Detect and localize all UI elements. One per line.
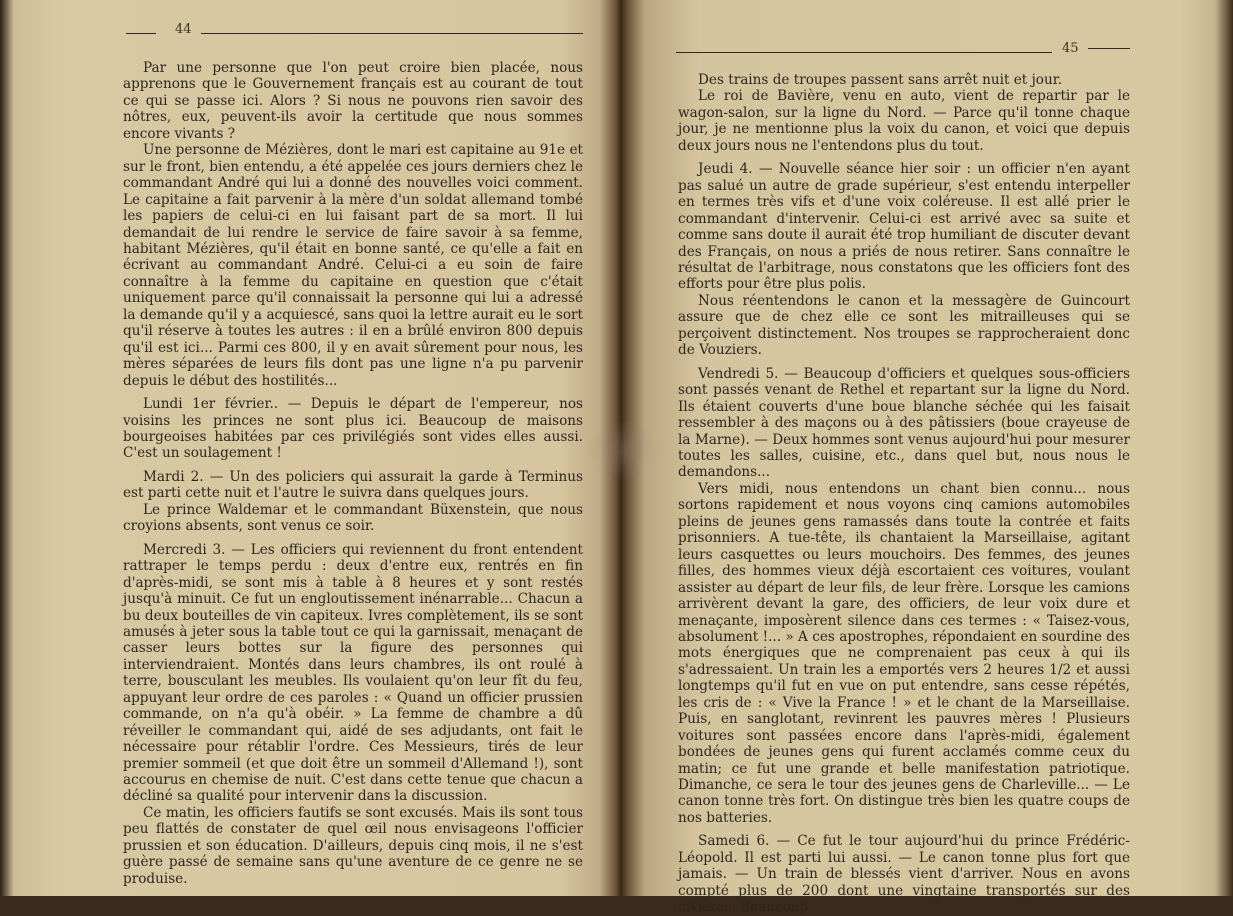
- paragraph: Ce matin, les officiers fautifs se sont excusés. Mais ils sont tous peu flattés de constater de quel œil nous envisageons l'officier prussien et son éducation. D'ailleurs, depuis cinq mois, il ne s'est guère passé de semaine sans qu'une aventure de ce genre ne se produise.: [123, 804, 583, 887]
- paragraph: Mercredi 3. — Les officiers qui reviennent du front entendent rattraper le temps perdu : deux d'entre eux, rentrés en fin d'après-midi, se sont mis à table à 8 heures et y sont restés jusqu'à minuit. Ce fut un engloutissement inénarrable... Chacun a bu deux bouteilles de vin capiteux. Ivres complètement, ils se sont amusés à jeter sous la table tout ce qui la garnissait, menaçant de casser leurs bottes sur la figure des personnes qui interviendraient. Montés dans leurs chambres, ils ont roulé à terre, bousculant les meubles. Ils voulaient qu'on leur fît du feu, appuyant leur ordre de ces paroles : « Quand un officier prussien commande, on n'a qu'à obéir. » La femme de chambre a dû réveiller le commandant qui, aidé de ses adjudants, ont fait le nécessaire pour rétablir l'ordre. Ces Messieurs, tirés de leur premier sommeil (et que doit être un sommeil d'Allemand !), sont accourus en chemise de nuit. C'est dans cette tenue que chacun a décliné sa qualité pour intervenir dans la discussion.: [123, 541, 583, 805]
- paragraph: Mardi 2. — Un des policiers qui assurait la garde à Terminus est parti cette nuit et l'autre le suivra dans quelques jours.: [123, 468, 583, 502]
- paragraph: Jeudi 4. — Nouvelle séance hier soir : un officier n'en ayant pas salué un autre de grade supérieur, s'est entendu interpeller en termes très vifs et d'une voix coléreuse. Il est allé prier le commandant d'intervenir. Celui-ci est arrivé avec sa suite et comme sans doute il aurait été trop humiliant de discuter devant des Français, on nous a priés de nous retirer. Sans connaître le résultat de l'arbitrage, nous constatons que les officiers font des efforts pour être plus polis.: [678, 161, 1130, 293]
- header-rule-long: [201, 33, 583, 34]
- page-number-right: 45: [1062, 41, 1079, 56]
- paragraph: Vers midi, nous entendons un chant bien connu... nous sortons rapidement et nous voyons cinq camions automobiles pleins de jeunes gens ramassés dans toute la contrée et faits prisonniers. A tue-tête, ils chantaient la Marseillaise, agitant leurs casquettes ou leurs mouchoirs. Des femmes, des jeunes filles, des hommes vieux déjà escortaient ces voitures, voulant assister au départ de leur fils, de leur frère. Lorsque les camions arrivèrent devant la gare, des officiers, de leur voix dure et menaçante, imposèrent silence dans ces termes : « Taisez-vous, absolument !... » A ces apostrophes, répondaient en sourdine des mots énergiques que ne comprenaient pas ceux à qui ils s'adressaient. Un train les a emportés vers 2 heures 1/2 et aussi longtemps qu'il fut en vue on put entendre, sans cesse répétés, les cris de : « Vive la France ! » et le chant de la Marseillaise. Puis, en sanglotant, revinrent les pauvres mères ! Plusieurs voitures sont passées encore dans l'après-midi, également bondées de jeunes gens qui furent acclamés comme ceux du matin; ce fut une grande et belle manifestation patriotique. Dimanche, ce sera le tour des jeunes gens de Charleville... — Le canon tonne très fort. On distingue très bien les quatre coups de nos batteries.: [678, 480, 1130, 826]
- header-rule-long: [676, 52, 1052, 53]
- paragraph: Le roi de Bavière, venu en auto, vient de repartir par le wagon-salon, sur la ligne du Nord. — Parce qu'il tonne chaque jour, je ne mentionne plus la voix du canon, et voici que depuis deux jours nous ne l'entendons plus du tout.: [678, 88, 1130, 154]
- page-number-left: 44: [175, 22, 192, 37]
- right-page-text: [678, 72, 1130, 916]
- paragraph: Le prince Waldemar et le commandant Büxenstein, que nous croyions absents, sont venus ce soir.: [123, 501, 583, 535]
- left-page-text: [123, 60, 583, 887]
- paragraph: Lundi 1er février.. — Depuis le départ de l'empereur, nos voisins les princes ne sont plus ici. Beaucoup de maisons bourgeoises habitées par ces privilégiés sont vides elles aussi. C'est un soulagement !: [123, 396, 583, 462]
- paragraph: Par une personne que l'on peut croire bien placée, nous apprenons que le Gouvernement français est au courant de tout ce qui se passe ici. Alors ? Si nous ne pouvons rien savoir des nôtres, eux, peuvent-ils avoir la certitude que nous sommes encore vivants ?: [123, 60, 583, 142]
- paragraph: Une personne de Mézières, dont le mari est capitaine au 91e et sur le front, bien entendu, a été appelée ces jours derniers chez le commandant André qui lui a donné des nouvelles voici comment. Le capitaine a fait parvenir à la mère d'un soldat allemand tombé les papiers de celui-ci en lui faisant part de sa mort. Il lui demandait de lui rendre le service de faire savoir à sa femme, habitant Mézières, qu'il était en bonne santé, ce qu'elle a fait en écrivant au commandant André. Celui-ci a eu soin de faire connaître à la femme du capitaine en question que c'était uniquement parce qu'il connaissait la personne qui lui a adressé la demande qu'il y a acquiescé, sans quoi la lettre aurait eu le sort qu'il réserve à toutes les autres : il en a brûlé environ 800 depuis qu'il est ici... Parmi ces 800, il y en avait sûrement pour nous, les mères séparées de leurs fils dont pas une ligne n'a pu parvenir depuis le début des hostilités...: [123, 142, 583, 389]
- right-page: [628, 0, 1228, 916]
- paragraph: Nous réentendons le canon et la messagère de Guincourt assure que de chez elle ce sont les mitrailleuses qui se perçoivent distinctement. Nos troupes se rapprocheraient donc de Vouziers.: [678, 292, 1130, 359]
- paragraph: Vendredi 5. — Beaucoup d'officiers et quelques sous-officiers sont passés venant de Rethel et repartant sur la ligne du Nord. Ils étaient couverts d'une boue blanche séchée qui les faisait ressembler à des maçons ou à des pâtissiers (boue crayeuse de la Marne). — Deux hommes sont venus aujourd'hui pour mesurer toutes les salles, cuisine, etc., dans quel but, nous nous le demandons...: [678, 365, 1130, 481]
- header-rule-short: [1088, 48, 1130, 49]
- paragraph: Des trains de troupes passent sans arrêt nuit et jour.: [698, 72, 1063, 88]
- left-page: [8, 0, 612, 896]
- header-rule-short: [126, 33, 156, 34]
- paragraph: Samedi 6. — Ce fut le tour aujourd'hui du prince Frédéric-Léopold. Il est parti lui aussi. — Le canon tonne plus fort que jamais. — Un train de blessés vient d'arriver. Nous en avons compté plus de 200 dont une vingtaine transportés sur des civières. Beaucoup: [678, 833, 1130, 916]
